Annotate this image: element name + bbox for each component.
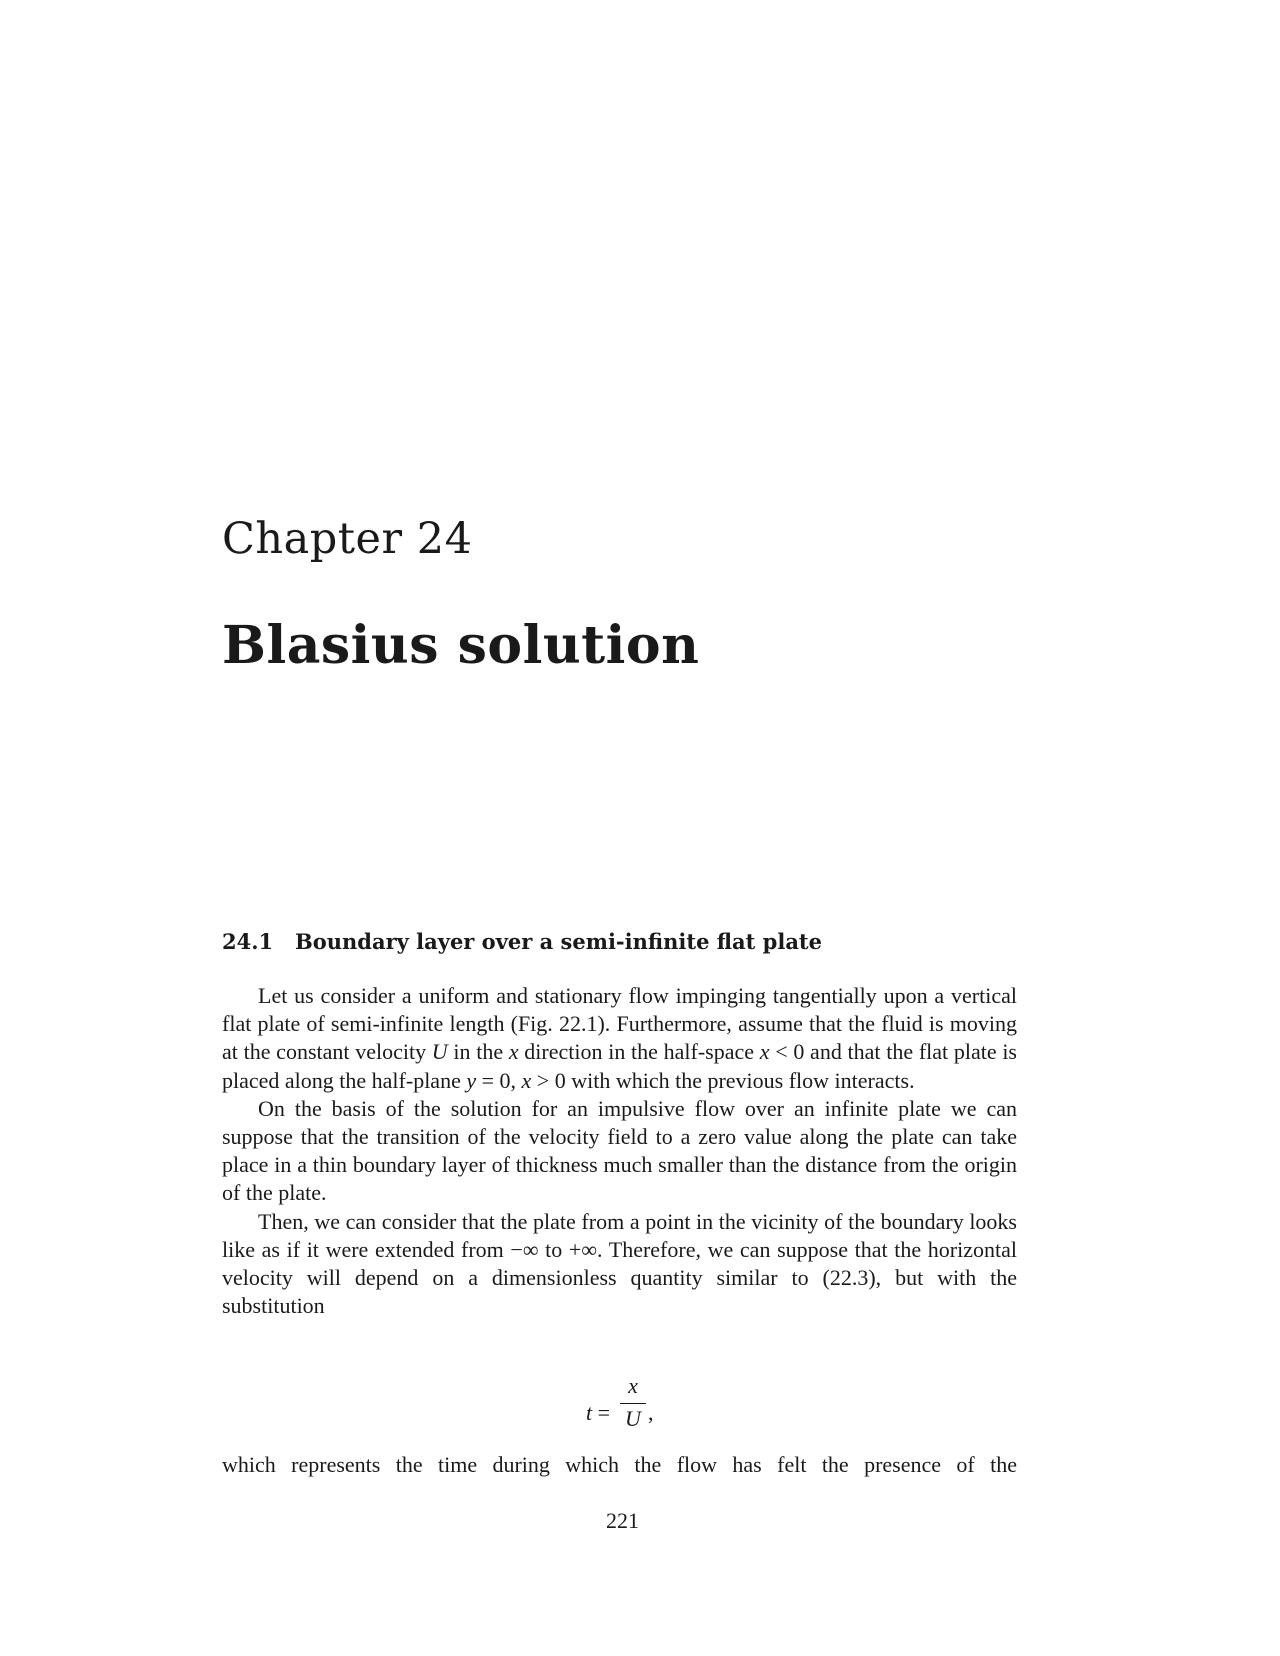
paragraph-1-text-f: > 0 with which the previous flow interacts. [531, 1067, 915, 1093]
fraction-numerator: x [628, 1373, 638, 1398]
equation-lhs [586, 1400, 610, 1426]
section-title: Boundary layer over a semi-infinite flat plate [295, 929, 822, 954]
math-velocity-U: U [431, 1039, 448, 1065]
equation-equals-sign: = [597, 1400, 611, 1425]
equation-t-equals-x-over-U [580, 1372, 700, 1446]
math-x-direction: x [508, 1039, 519, 1065]
math-x-halfspace: x [759, 1039, 770, 1065]
paragraph-1 [222, 982, 1017, 1095]
paragraph-3: Then, we can consider that the plate from a point in the vicinity of the boundary looks like as if it were extended from −∞ to +∞. Therefore, we can suppose that the horizontal velocity will depend on a dimensionless quantity similar to (22.3), but with the substitution [222, 1208, 1017, 1319]
math-x-positive: x [521, 1067, 532, 1093]
section-number: 24.1 [222, 929, 274, 954]
math-y-halfplane: y [466, 1067, 477, 1093]
equation-fraction [620, 1372, 646, 1431]
continuation-line: which represents the time during which the flow has felt the presence of the [222, 1452, 1017, 1477]
section-heading [222, 931, 822, 952]
page-number: 221 [606, 1508, 639, 1533]
fraction-denominator: U [625, 1406, 641, 1432]
body-text [222, 982, 1017, 1320]
paragraph-1-text-b: in the [447, 1039, 509, 1065]
chapter-label: Chapter 24 [222, 514, 473, 564]
fraction-bar [620, 1403, 646, 1404]
equation-comma: , [648, 1400, 654, 1425]
paragraph-1-text-c: direction in the half-space [518, 1039, 760, 1065]
paragraph-1-text-d: < 0 and that the flat plate is placed along the half-plane [222, 1039, 1017, 1093]
paragraph-1-text-e: = 0, [476, 1067, 522, 1093]
chapter-title: Blasius solution [222, 615, 700, 676]
paragraph-1-text-a: Let us consider a uniform and stationary flow impinging tangentially upon a vertical flat plate of semi-infinite length (Fig. 22.1). Furthermore, assume that the fluid is moving at the constant velocity [222, 983, 1017, 1065]
paragraph-2: On the basis of the solution for an impulsive flow over an infinite plate we can suppose that the transition of the velocity field to a zero value along the plate can take place in a thin boundary layer of thickness much smaller than the distance from the origin of the plate. [222, 1095, 1017, 1206]
equation-variable-t: t [586, 1400, 593, 1425]
